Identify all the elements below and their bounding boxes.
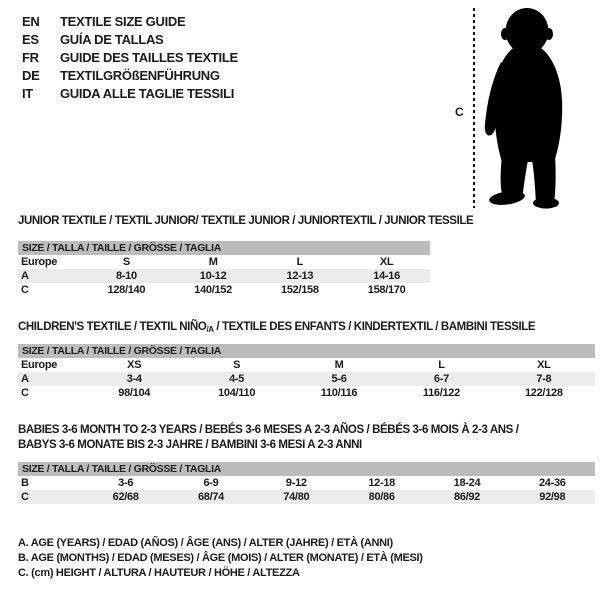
table-row-height — [18, 490, 595, 504]
footnote-a: A. AGE (YEARS) / EDAD (AÑOS) / ÂGE (ANS) / ALTER (JAHRE) / ETÀ (ANNI) — [18, 537, 393, 549]
children-size-table — [18, 344, 595, 400]
baby-silhouette-icon — [480, 6, 576, 210]
title-part: CHILDREN'S TEXTILE / TEXTIL NIÑO — [18, 321, 207, 333]
size-cell: M — [334, 359, 344, 371]
age-cell: 8-10 — [115, 270, 137, 282]
language-code: IT — [22, 86, 33, 101]
height-measure-dashed-line — [473, 8, 475, 208]
table-row-age — [18, 269, 430, 283]
row-label: B — [21, 477, 29, 489]
age-cell: 6-7 — [433, 373, 449, 385]
size-header-bar: SIZE / TALLA / TAILLE / GRÖSSE / TAGLIA — [18, 241, 430, 255]
height-cell: 152/158 — [281, 284, 319, 296]
height-cell: 92/98 — [539, 491, 566, 503]
height-cell: 116/122 — [422, 387, 460, 399]
figure-measure-label: C — [455, 105, 464, 119]
height-cell: 68/74 — [197, 491, 224, 503]
row-label: Europe — [21, 256, 58, 268]
row-label: C — [21, 491, 29, 503]
age-cell: 24-36 — [538, 477, 566, 489]
language-code: DE — [22, 68, 40, 83]
table-row-age-months — [18, 476, 595, 490]
size-header-bar: SIZE / TALLA / TAILLE / GRÖSSE / TAGLIA — [18, 462, 595, 476]
language-label: GUIDA ALLE TAGLIE TESSILI — [60, 86, 235, 101]
title-line-1: BABIES 3-6 MONTH TO 2-3 YEARS / BEBÉS 3-6 MESES A 2-3 AÑOS / BÉBÉS 3-6 MOIS À 2-3 ANS / — [18, 424, 519, 436]
height-cell: 80/86 — [368, 491, 395, 503]
footnote-c: C. (cm) HEIGHT / ALTURA / HAUTEUR / HÖHE / ALTEZZA — [18, 567, 300, 580]
row-label: C — [21, 284, 29, 296]
language-code: EN — [22, 14, 40, 29]
title-line-2: BABYS 3-6 MONATE BIS 2-3 JAHRE / BAMBINI 3-6 MESI A 2-3 ANNI — [18, 439, 362, 451]
height-cell: 104/110 — [218, 387, 256, 399]
section-title-junior: JUNIOR TEXTILE / TEXTIL JUNIOR/ TEXTILE JUNIOR / JUNIORTEXTIL / JUNIOR TESSILE — [18, 215, 474, 227]
table-row-height — [18, 386, 595, 400]
height-cell: 98/104 — [118, 387, 151, 399]
size-cell: L — [296, 256, 304, 268]
size-cell: XL — [537, 359, 551, 371]
age-cell: 14-16 — [373, 270, 400, 282]
language-label: GUÍA DE TALLAS — [60, 32, 164, 47]
table-row-europe — [18, 255, 430, 269]
language-row-es — [22, 31, 238, 49]
size-cell: S — [122, 256, 130, 268]
age-cell: 3-6 — [118, 477, 134, 489]
title-subscript: /A — [206, 325, 214, 334]
size-cell: S — [233, 359, 241, 371]
language-row-fr — [22, 49, 238, 67]
size-cell: XL — [379, 256, 394, 268]
row-label: C — [21, 387, 29, 399]
size-cell: M — [208, 256, 218, 268]
junior-size-table — [18, 241, 430, 297]
language-row-it — [22, 85, 238, 103]
size-cell: L — [438, 359, 445, 371]
language-row-en — [22, 13, 238, 31]
height-cell: 122/128 — [524, 387, 563, 399]
height-cell: 140/152 — [194, 284, 232, 296]
babies-size-table — [18, 462, 595, 504]
age-cell: 9-12 — [285, 477, 307, 489]
table-row-europe — [18, 358, 595, 372]
age-cell: 3-4 — [126, 373, 142, 385]
age-cell: 4-5 — [229, 373, 245, 385]
language-row-de — [22, 67, 238, 85]
language-label: GUIDE DES TAILLES TEXTILE — [60, 50, 238, 65]
height-cell: 128/140 — [107, 284, 146, 296]
height-cell: 158/170 — [367, 284, 406, 296]
footnote-b: B. AGE (MONTHS) / EDAD (MESES) / ÂGE (MOIS) / ALTER (MONATE) / ETÀ (MESI) — [18, 552, 423, 565]
age-cell: 12-18 — [368, 477, 395, 489]
age-cell: 7-8 — [536, 373, 552, 385]
footnotes — [18, 536, 423, 582]
language-list — [22, 13, 238, 103]
age-cell: 12-13 — [286, 270, 314, 282]
size-cell: XS — [127, 359, 142, 371]
language-label: TEXTILGRÖßENFÜHRUNG — [60, 68, 220, 83]
row-label: Europe — [21, 359, 58, 371]
section-title-children — [18, 321, 535, 334]
row-label: A — [21, 270, 29, 282]
height-cell: 86/92 — [453, 491, 480, 503]
row-label: A — [21, 373, 29, 385]
height-cell: 110/116 — [320, 387, 358, 399]
title-part: / TEXTILE DES ENFANTS / KINDERTEXTIL / BAMBINI TESSILE — [213, 321, 536, 333]
language-label: TEXTILE SIZE GUIDE — [60, 14, 186, 29]
section-title-babies — [18, 423, 519, 453]
age-cell: 5-6 — [331, 373, 347, 385]
height-cell: 74/80 — [283, 491, 310, 503]
size-header-bar: SIZE / TALLA / TAILLE / GRÖSSE / TAGLIA — [18, 344, 595, 358]
table-row-age — [18, 372, 595, 386]
language-code: FR — [22, 50, 39, 65]
table-row-height — [18, 283, 430, 297]
age-cell: 10-12 — [199, 270, 227, 282]
age-cell: 6-9 — [203, 477, 219, 489]
height-cell: 62/68 — [112, 491, 139, 503]
language-code: ES — [22, 32, 39, 47]
age-cell: 18-24 — [453, 477, 481, 489]
